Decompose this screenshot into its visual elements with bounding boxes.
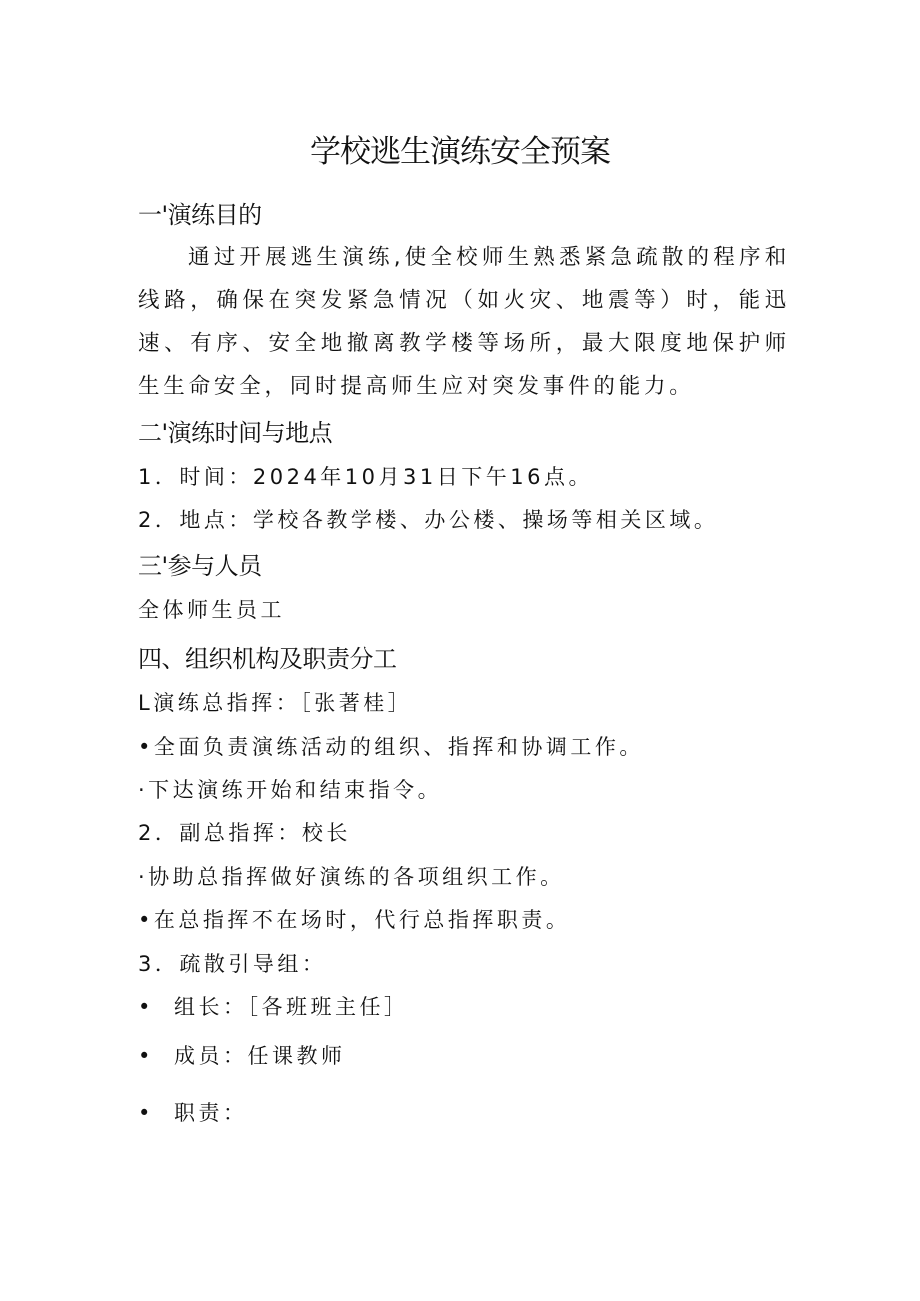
section-heading-purpose: 一'演练目的 xyxy=(138,201,262,229)
drill-time: 1．时间：2024年10月31日下午16点。 xyxy=(138,465,593,489)
participants-text: 全体师生员工 xyxy=(138,598,285,622)
deputy-commander-line: 2．副总指挥：校长 xyxy=(138,821,351,845)
document-title: 学校逃生演练安全预案 xyxy=(310,134,610,170)
section-heading-organization: 四、组织机构及职责分工 xyxy=(138,645,397,673)
bullet: • xyxy=(138,1101,151,1125)
commander-duty-1: •全面负责演练活动的组织、指挥和协调工作。 xyxy=(138,735,644,759)
drill-place: 2．地点：学校各教学楼、办公楼、操场等相关区域。 xyxy=(138,508,719,532)
bullet: • xyxy=(138,995,151,1019)
commander-line: L演练总指挥：［张著桂］ xyxy=(138,691,413,715)
group-members-item: 成员：任课教师 xyxy=(174,1044,346,1068)
commander-duty-2: ·下达演练开始和结束指令。 xyxy=(138,778,443,802)
deputy-duty-1: ·协助总指挥做好演练的各项组织工作。 xyxy=(138,865,565,889)
section-heading-participants: 三'参与人员 xyxy=(138,552,262,580)
section-heading-time-place: 二'演练时间与地点 xyxy=(138,419,333,447)
group-duties-item: 职责： xyxy=(174,1101,248,1125)
purpose-paragraph: 通过开展逃生演练,使全校师生熟悉紧急疏散的程序和线路，确保在突发紧急情况（如火灾、地震等）时，能迅速、有序、安全地撤离教学楼等场所，最大限度地保护师生生命安全，同时提高师生应对突发事件的能力。 xyxy=(138,245,790,399)
deputy-duty-2: •在总指挥不在场时，代行总指挥职责。 xyxy=(138,908,571,932)
bullet: • xyxy=(138,1044,151,1068)
evacuation-group-line: 3．疏散引导组： xyxy=(138,952,327,976)
group-leader-item: 组长：［各班班主任］ xyxy=(174,995,409,1019)
